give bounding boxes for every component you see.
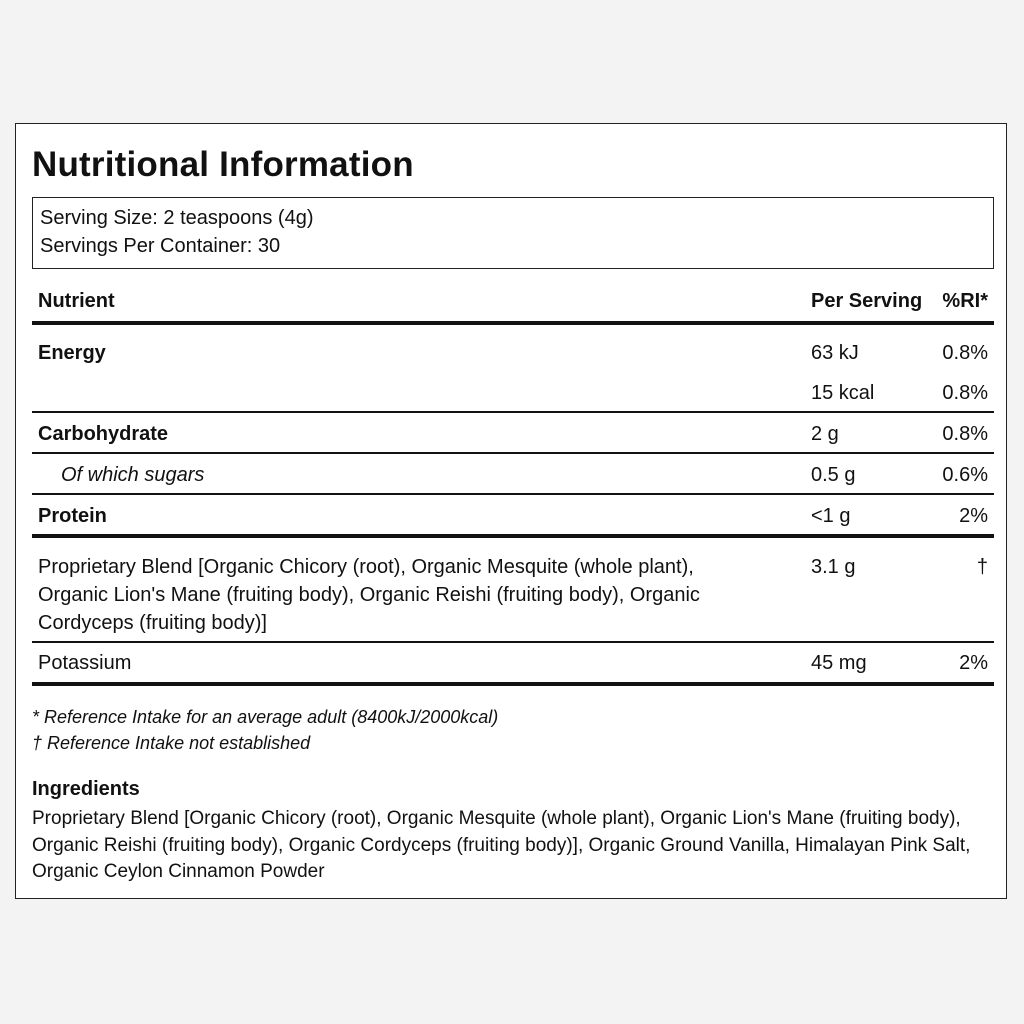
nutrient-amount: 3.1 g [811, 556, 856, 578]
ingredients-heading: Ingredients [32, 778, 140, 800]
nutrient-ri: 0.6% [942, 464, 988, 486]
nutrient-name: Proprietary Blend [Organic Chicory (root), Organic Mesquite (whole plant), Organic Lion's Mane (fruiting body), Organic Reishi (fruiting body), Organic Cordyceps (fruiting body)] [38, 556, 700, 634]
ingredients-text: Proprietary Blend [Organic Chicory (root), Organic Mesquite (whole plant), Organic Lion's Mane (fruiting body), Organic Reishi (fruiting body), Organic Cordyceps (fruiting body)], Organic Ground Vanilla, Himalayan Pink Salt, Organic Ceylon Cinnamon Powder [32, 808, 971, 882]
nutrient-amount: <1 g [811, 505, 851, 527]
header-divider [32, 321, 994, 325]
nutrient-ri: 2% [959, 505, 988, 527]
row-divider [32, 493, 994, 495]
table-row [32, 502, 994, 530]
header-per-serving: Per Serving [811, 290, 923, 312]
table-bottom-divider [32, 682, 994, 686]
row-divider [32, 411, 994, 413]
nutrient-name: Protein [38, 505, 107, 527]
table-row [32, 553, 994, 637]
nutrient-name: Energy [38, 342, 106, 364]
nutrient-ri: 0.8% [942, 342, 988, 364]
page-title: Nutritional Information [32, 145, 414, 184]
nutrient-amount: 15 kcal [811, 382, 875, 404]
nutrient-amount: 2 g [811, 423, 839, 445]
nutrient-ri: 0.8% [942, 423, 988, 445]
nutrition-label-panel [15, 123, 1007, 899]
table-header-row [32, 287, 994, 315]
nutrient-amount: 0.5 g [811, 464, 856, 486]
footnote-ri: * Reference Intake for an average adult (8400kJ/2000kcal) [32, 707, 499, 727]
serving-size: Serving Size: 2 teaspoons (4g) [40, 207, 314, 229]
header-nutrient: Nutrient [38, 290, 115, 312]
nutrient-name: Of which sugars [61, 464, 205, 486]
table-row [32, 379, 994, 407]
table-row [32, 420, 994, 448]
nutrient-amount: 63 kJ [811, 342, 859, 364]
nutrient-name: Potassium [38, 652, 132, 674]
nutrient-ri: 2% [959, 652, 988, 674]
serving-info-box [32, 197, 994, 269]
table-row [32, 649, 994, 677]
nutrient-name: Carbohydrate [38, 423, 169, 445]
nutrient-amount: 45 mg [811, 652, 867, 674]
table-row [32, 461, 994, 489]
section-divider [32, 534, 994, 538]
nutrient-ri: † [976, 556, 988, 578]
nutrient-ri: 0.8% [942, 382, 988, 404]
servings-per-container: Servings Per Container: 30 [40, 235, 281, 257]
row-divider [32, 641, 994, 643]
row-divider [32, 452, 994, 454]
table-row [32, 339, 994, 367]
footnote-not-established: † Reference Intake not established [32, 733, 311, 753]
header-ri: %RI* [942, 290, 988, 312]
